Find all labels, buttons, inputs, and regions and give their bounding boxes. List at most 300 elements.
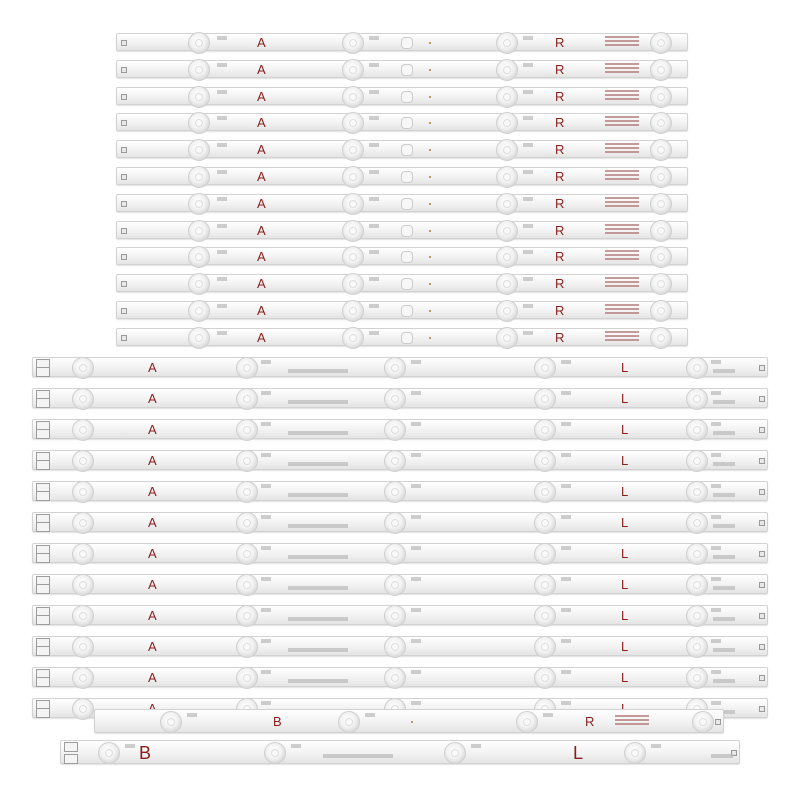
solder-dot [429, 310, 431, 312]
solder-dot [429, 69, 431, 71]
printed-text [261, 577, 271, 581]
strip-letter-marking: A [257, 115, 266, 131]
printed-text [523, 304, 533, 308]
connector [759, 396, 765, 402]
strip-letter-marking: A [257, 222, 266, 238]
printed-text [561, 639, 571, 643]
solder-dot [429, 283, 431, 285]
connector [759, 427, 765, 433]
led-strip [32, 636, 768, 656]
connector [36, 553, 50, 563]
led-lens [188, 86, 210, 108]
led-lens [72, 543, 94, 565]
printed-text [561, 701, 571, 705]
led-strip [116, 113, 688, 131]
connector [715, 719, 721, 725]
led-lens [342, 246, 364, 268]
connector [759, 520, 765, 526]
led-lens [686, 574, 708, 596]
solder-dot [429, 42, 431, 44]
printed-text [411, 515, 421, 519]
led-lens [496, 32, 518, 54]
led-strip [32, 543, 768, 563]
printed-text [369, 36, 379, 40]
printed-text [713, 586, 735, 590]
printed-text [523, 331, 533, 335]
printed-text [217, 36, 227, 40]
led-lens [342, 166, 364, 188]
strip-letter-marking: A [148, 639, 157, 654]
mount-slot [401, 278, 413, 290]
strip-letter-marking: L [621, 670, 629, 685]
connector [121, 254, 127, 260]
led-lens [342, 193, 364, 215]
strip-letter-marking: A [257, 195, 266, 211]
connector [121, 228, 127, 234]
printed-text [523, 36, 533, 40]
label-marking [605, 63, 639, 75]
printed-text [217, 304, 227, 308]
led-strip [32, 388, 768, 408]
led-lens [236, 419, 258, 441]
printed-text [288, 555, 348, 559]
led-lens [188, 112, 210, 134]
printed-text [561, 422, 571, 426]
led-lens [534, 574, 556, 596]
printed-text [713, 524, 735, 528]
label-marking [605, 90, 639, 102]
led-lens [650, 112, 672, 134]
led-strip [116, 87, 688, 105]
connector [36, 367, 50, 377]
printed-text [523, 143, 533, 147]
led-lens [534, 543, 556, 565]
strip-letter-marking: L [573, 743, 584, 763]
connector [759, 489, 765, 495]
printed-text [217, 250, 227, 254]
led-lens [188, 193, 210, 215]
printed-text [369, 224, 379, 228]
strip-letter-marking: L [621, 453, 629, 468]
printed-text [323, 754, 393, 758]
led-strip [116, 221, 688, 239]
led-lens [72, 481, 94, 503]
printed-text [288, 586, 348, 590]
printed-text [711, 391, 721, 395]
solder-dot [429, 176, 431, 178]
led-lens [650, 246, 672, 268]
printed-text [125, 744, 135, 748]
led-strip [32, 512, 768, 532]
printed-text [561, 546, 571, 550]
mount-slot [401, 117, 413, 129]
solder-dot [411, 721, 413, 723]
printed-text [561, 608, 571, 612]
printed-text [217, 116, 227, 120]
led-lens [496, 273, 518, 295]
led-lens [160, 711, 182, 733]
led-lens [686, 605, 708, 627]
strip-letter-marking: A [148, 453, 157, 468]
label-marking [605, 170, 639, 182]
printed-text [288, 524, 348, 528]
led-lens [384, 388, 406, 410]
printed-text [187, 713, 197, 717]
printed-text [411, 422, 421, 426]
led-strip [32, 605, 768, 625]
strip-letter-marking: R [555, 88, 565, 104]
printed-text [365, 713, 375, 717]
printed-text [369, 277, 379, 281]
connector [759, 582, 765, 588]
printed-text [561, 391, 571, 395]
led-lens [188, 300, 210, 322]
mount-slot [401, 91, 413, 103]
printed-text [411, 391, 421, 395]
solder-dot [429, 122, 431, 124]
strip-letter-marking: A [257, 35, 266, 50]
led-lens [188, 220, 210, 242]
strip-letter-marking: A [148, 484, 157, 499]
led-lens [686, 667, 708, 689]
strip-letter-marking: L [621, 577, 629, 592]
led-lens [650, 193, 672, 215]
strip-letter-marking: R [555, 35, 565, 50]
led-lens [72, 357, 94, 379]
printed-text [713, 369, 735, 373]
strip-letter-marking: L [621, 422, 629, 437]
mount-slot [401, 198, 413, 210]
label-marking [605, 143, 639, 155]
printed-text [288, 400, 348, 404]
led-lens [342, 220, 364, 242]
led-lens [72, 698, 94, 720]
led-lens [516, 711, 538, 733]
led-lens [72, 450, 94, 472]
printed-text [523, 277, 533, 281]
printed-text [523, 250, 533, 254]
led-strip [116, 60, 688, 78]
printed-text [711, 639, 721, 643]
connector [121, 281, 127, 287]
led-lens [72, 512, 94, 534]
printed-text [711, 515, 721, 519]
led-lens [384, 481, 406, 503]
mount-slot [401, 305, 413, 317]
connector [121, 147, 127, 153]
strip-letter-marking: L [621, 391, 629, 406]
led-lens [236, 605, 258, 627]
strip-letter-marking: A [148, 577, 157, 592]
led-lens [72, 605, 94, 627]
led-lens [236, 357, 258, 379]
led-lens [188, 59, 210, 81]
led-strip [32, 419, 768, 439]
led-lens [534, 481, 556, 503]
printed-text [369, 116, 379, 120]
led-strip [116, 328, 688, 346]
printed-text [261, 453, 271, 457]
strip-letter-marking: R [555, 142, 565, 158]
led-strip [32, 667, 768, 687]
printed-text [369, 250, 379, 254]
strip-letter-marking: R [555, 195, 565, 211]
led-lens [342, 59, 364, 81]
printed-text [217, 197, 227, 201]
printed-text [411, 453, 421, 457]
connector [121, 174, 127, 180]
strip-letter-marking: A [257, 276, 266, 292]
printed-text [561, 453, 571, 457]
led-lens [686, 419, 708, 441]
led-lens [686, 512, 708, 534]
led-lens [686, 450, 708, 472]
printed-text [411, 701, 421, 705]
printed-text [711, 754, 733, 758]
led-lens [534, 512, 556, 534]
led-lens [342, 86, 364, 108]
mount-slot [401, 251, 413, 263]
led-lens [188, 32, 210, 54]
strip-letter-marking: B [139, 743, 152, 763]
mount-slot [401, 332, 413, 344]
strip-letter-marking: R [555, 329, 565, 345]
mount-slot [401, 37, 413, 49]
connector [36, 429, 50, 439]
printed-text [523, 63, 533, 67]
mount-slot [401, 144, 413, 156]
printed-text [711, 453, 721, 457]
led-lens [686, 636, 708, 658]
led-lens [236, 636, 258, 658]
printed-text [261, 670, 271, 674]
led-strip [32, 574, 768, 594]
strip-letter-marking: R [555, 276, 565, 292]
connector [759, 365, 765, 371]
led-lens [496, 327, 518, 349]
strip-letter-marking: L [621, 360, 629, 375]
led-lens [496, 246, 518, 268]
led-lens [72, 574, 94, 596]
printed-text [217, 224, 227, 228]
printed-text [713, 431, 735, 435]
led-strip [94, 709, 724, 733]
led-lens [686, 543, 708, 565]
printed-text [523, 224, 533, 228]
led-lens [98, 742, 120, 764]
printed-text [713, 400, 735, 404]
led-lens [342, 112, 364, 134]
printed-text [261, 701, 271, 705]
connector [759, 551, 765, 557]
led-lens [444, 742, 466, 764]
printed-text [523, 90, 533, 94]
led-lens [188, 166, 210, 188]
strip-letter-marking: L [621, 515, 629, 530]
strip-letter-marking: L [621, 484, 629, 499]
led-lens [72, 419, 94, 441]
printed-text [217, 277, 227, 281]
strip-letter-marking: A [257, 169, 266, 184]
led-lens [342, 139, 364, 161]
label-marking [605, 36, 639, 48]
label-marking [605, 277, 639, 289]
label-marking [605, 197, 639, 209]
printed-text [369, 90, 379, 94]
led-strip [116, 274, 688, 292]
printed-text [711, 608, 721, 612]
printed-text [711, 484, 721, 488]
printed-text [217, 143, 227, 147]
solder-dot [429, 203, 431, 205]
strip-letter-marking: R [555, 303, 565, 318]
strip-letter-marking: A [148, 391, 157, 406]
led-strip [32, 450, 768, 470]
led-strip [60, 740, 740, 764]
led-lens [264, 742, 286, 764]
printed-text [711, 670, 721, 674]
led-lens [342, 273, 364, 295]
connector [121, 67, 127, 73]
connector [36, 460, 50, 470]
strip-letter-marking: A [148, 608, 157, 623]
connector [36, 522, 50, 532]
connector [759, 675, 765, 681]
led-lens [534, 357, 556, 379]
connector [36, 491, 50, 501]
printed-text [261, 422, 271, 426]
connector [36, 615, 50, 625]
connector [36, 398, 50, 408]
printed-text [713, 493, 735, 497]
led-lens [534, 388, 556, 410]
strip-letter-marking: A [257, 329, 266, 345]
strip-letter-marking: A [257, 61, 266, 77]
printed-text [261, 484, 271, 488]
strip-letter-marking: L [621, 546, 629, 561]
led-lens [650, 166, 672, 188]
solder-dot [429, 337, 431, 339]
led-lens [236, 388, 258, 410]
strip-letter-marking: A [148, 546, 157, 561]
strip-letter-marking: L [621, 639, 629, 654]
printed-text [288, 462, 348, 466]
label-marking [605, 331, 639, 343]
printed-text [288, 369, 348, 373]
led-strip [116, 33, 688, 51]
led-lens [496, 112, 518, 134]
connector [36, 584, 50, 594]
label-marking [605, 224, 639, 236]
solder-dot [429, 96, 431, 98]
connector [36, 677, 50, 687]
strip-letter-marking: A [257, 249, 266, 265]
printed-text [411, 577, 421, 581]
printed-text [369, 143, 379, 147]
printed-text [411, 546, 421, 550]
printed-text [217, 331, 227, 335]
led-strip [116, 140, 688, 158]
strip-letter-marking: R [585, 714, 595, 729]
printed-text [711, 577, 721, 581]
strip-letter-marking: R [555, 61, 565, 77]
strip-letter-marking: R [555, 169, 565, 184]
printed-text [713, 679, 735, 683]
led-lens [686, 481, 708, 503]
printed-text [411, 670, 421, 674]
mount-slot [401, 64, 413, 76]
connector [121, 120, 127, 126]
led-lens [496, 59, 518, 81]
printed-text [369, 197, 379, 201]
label-marking [615, 715, 649, 727]
connector [759, 613, 765, 619]
led-lens [384, 605, 406, 627]
printed-text [711, 360, 721, 364]
printed-text [217, 90, 227, 94]
led-lens [384, 667, 406, 689]
printed-text [261, 608, 271, 612]
printed-text [411, 608, 421, 612]
solder-dot [429, 149, 431, 151]
led-lens [534, 450, 556, 472]
printed-text [217, 63, 227, 67]
connector [64, 742, 78, 752]
strip-letter-marking: R [555, 249, 565, 265]
printed-text [561, 484, 571, 488]
led-lens [188, 273, 210, 295]
printed-text [261, 360, 271, 364]
strip-letter-marking: A [148, 670, 157, 685]
led-lens [650, 300, 672, 322]
led-lens [534, 605, 556, 627]
printed-text [711, 546, 721, 550]
printed-text [288, 617, 348, 621]
strip-letter-marking: A [148, 360, 157, 375]
led-lens [496, 166, 518, 188]
led-lens [188, 139, 210, 161]
printed-text [411, 484, 421, 488]
led-lens [650, 327, 672, 349]
led-lens [384, 512, 406, 534]
printed-text [261, 515, 271, 519]
led-lens [188, 327, 210, 349]
led-lens [496, 300, 518, 322]
strip-letter-marking: L [621, 608, 629, 623]
led-lens [72, 636, 94, 658]
connector [121, 308, 127, 314]
printed-text [711, 701, 721, 705]
led-lens [534, 667, 556, 689]
led-lens [342, 32, 364, 54]
label-marking [605, 116, 639, 128]
printed-text [471, 744, 481, 748]
label-marking [605, 250, 639, 262]
led-lens [384, 450, 406, 472]
printed-text [369, 331, 379, 335]
printed-text [217, 170, 227, 174]
connector [121, 201, 127, 207]
led-strip [32, 357, 768, 377]
printed-text [523, 170, 533, 174]
strip-letter-marking: R [555, 115, 565, 131]
led-lens [686, 357, 708, 379]
printed-text [411, 360, 421, 364]
led-lens [236, 543, 258, 565]
led-lens [188, 246, 210, 268]
led-lens [534, 419, 556, 441]
connector [121, 94, 127, 100]
